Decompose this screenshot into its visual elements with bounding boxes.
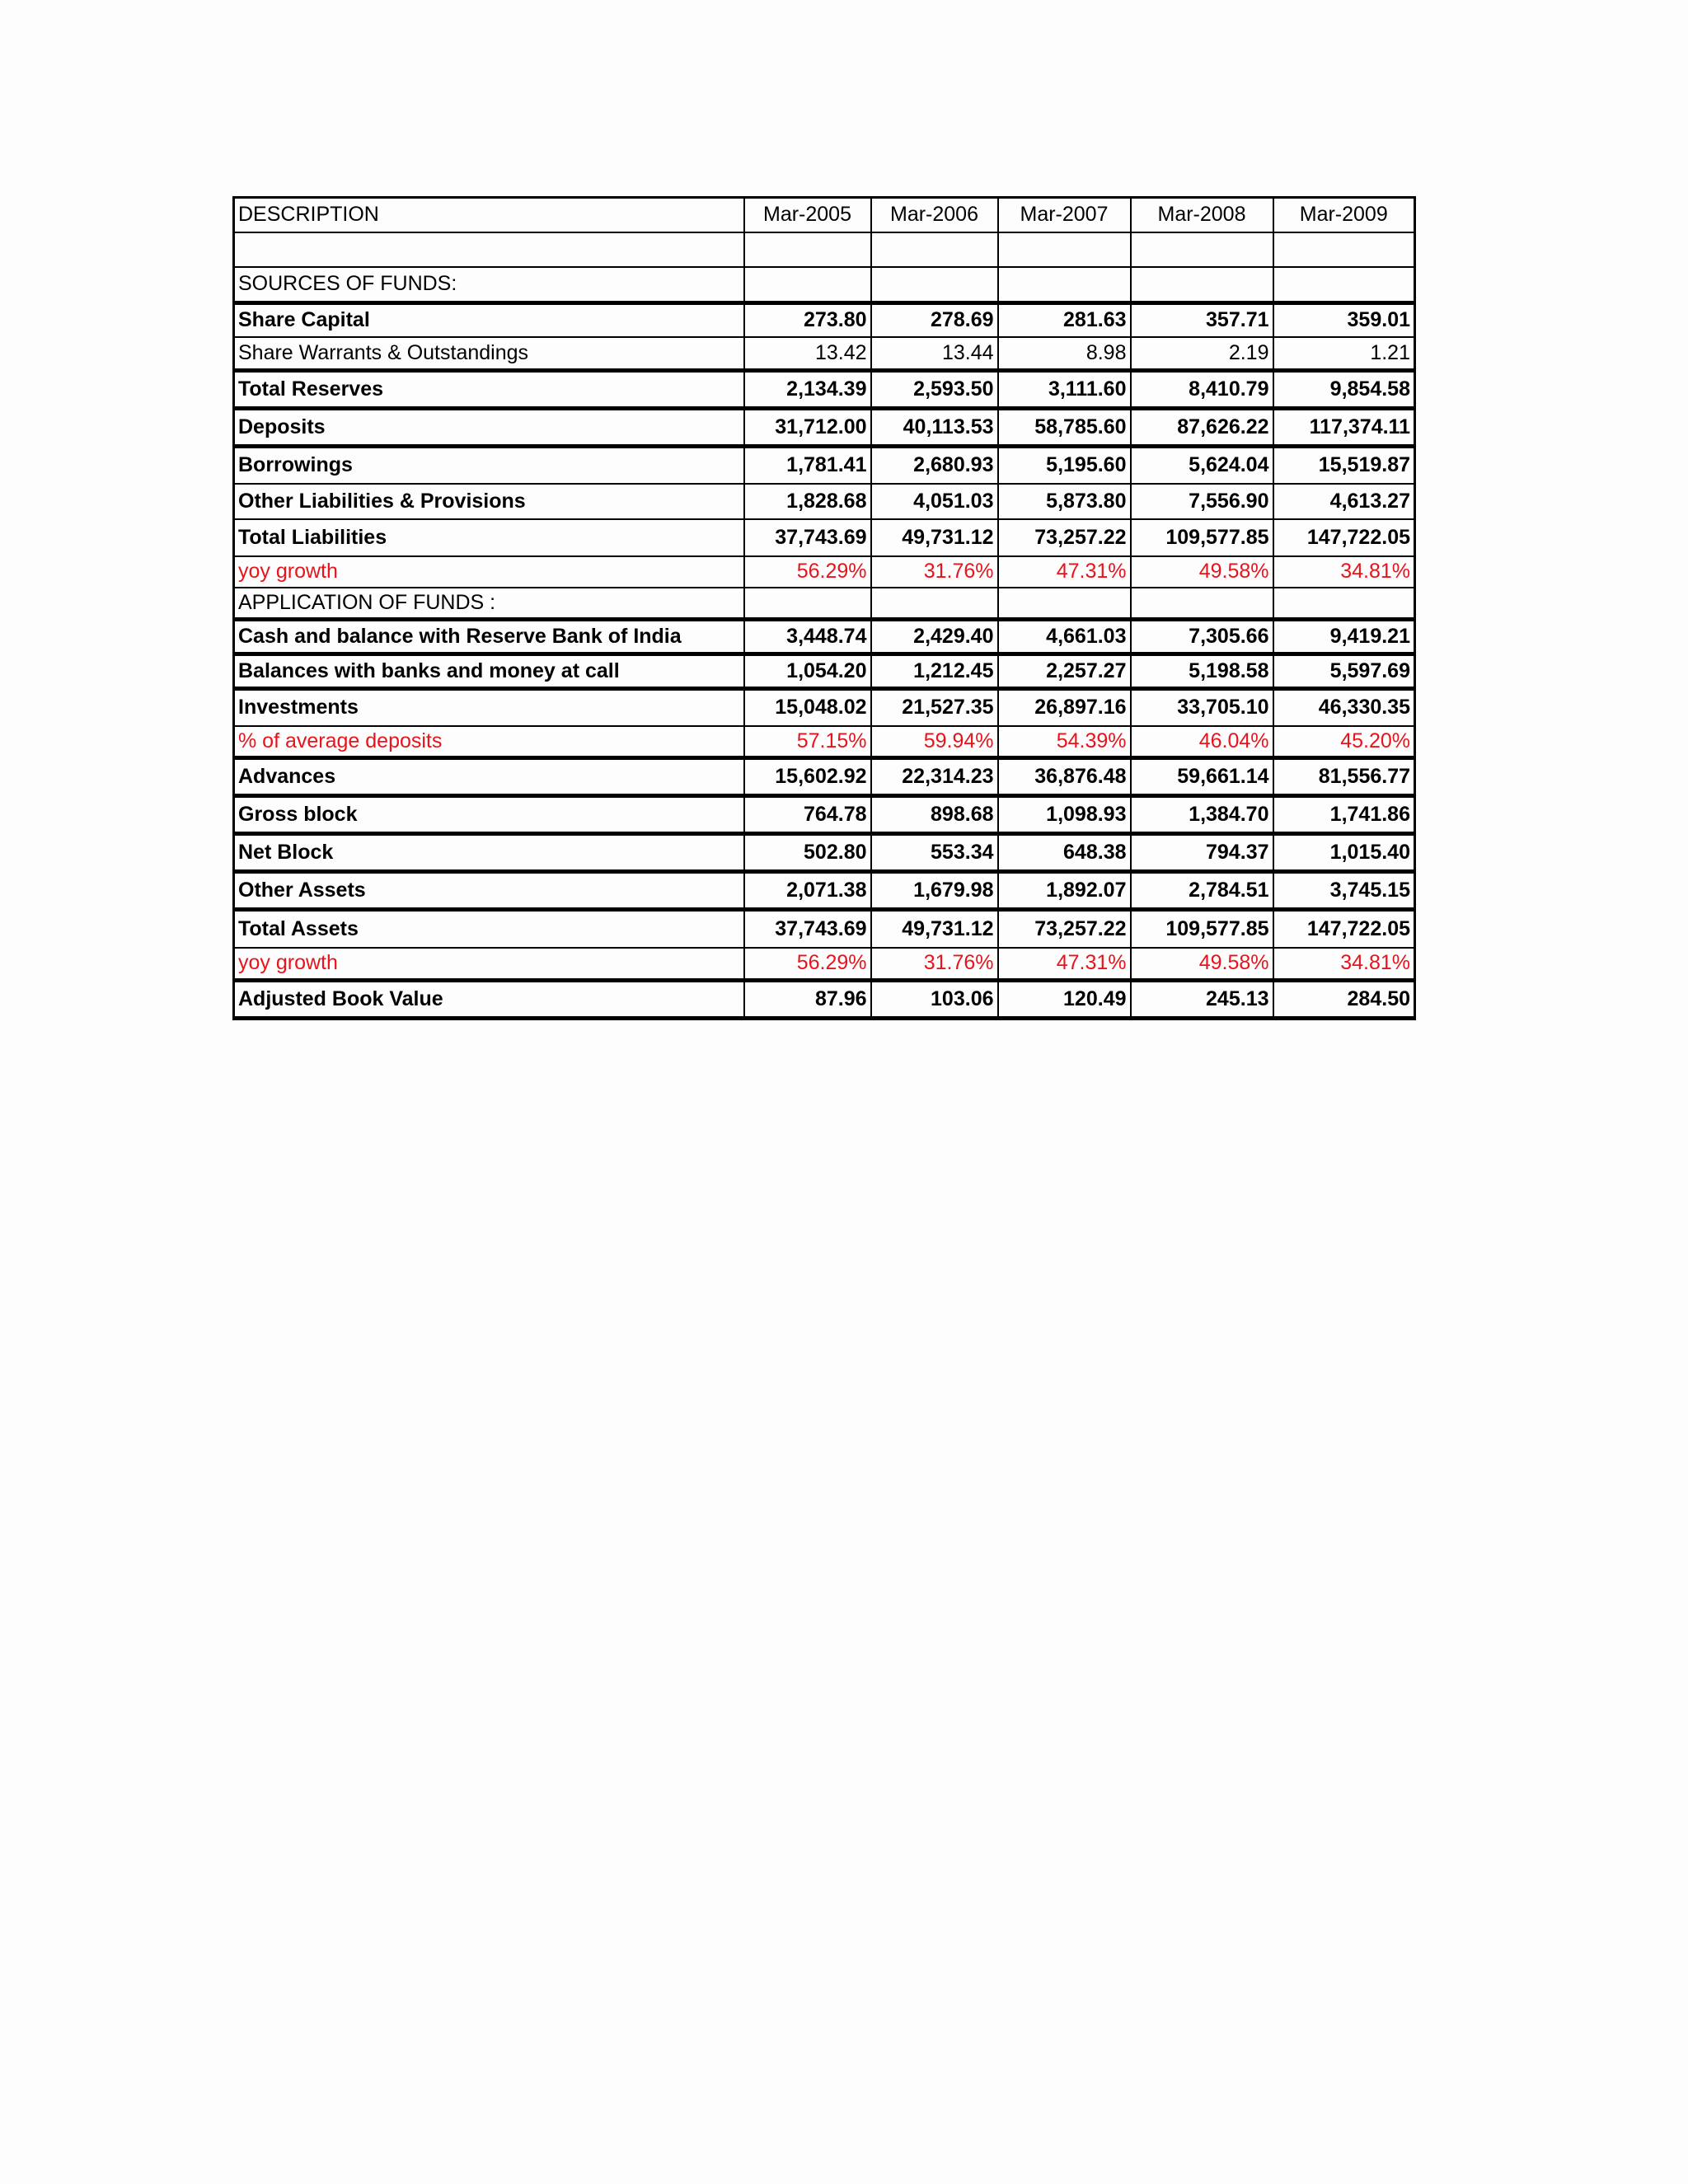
value-cell: 117,374.11: [1273, 409, 1415, 447]
value-cell: 2,429.40: [871, 620, 998, 654]
blank-cell: [234, 232, 744, 267]
value-cell: 120.49: [998, 981, 1131, 1019]
value-cell: 9,854.58: [1273, 371, 1415, 409]
value-cell: 7,305.66: [1131, 620, 1273, 654]
value-cell: 33,705.10: [1131, 689, 1273, 726]
value-cell: 1,015.40: [1273, 834, 1415, 872]
header-mar-2005: Mar-2005: [744, 198, 871, 232]
header-mar-2009: Mar-2009: [1273, 198, 1415, 232]
row-label: Total Reserves: [234, 371, 744, 409]
value-cell: 59,661.14: [1131, 758, 1273, 796]
value-cell: 2,784.51: [1131, 872, 1273, 910]
value-cell: 4,051.03: [871, 484, 998, 519]
value-cell: 49,731.12: [871, 910, 998, 948]
table-row: [234, 303, 1415, 337]
row-label: Investments: [234, 689, 744, 726]
value-cell: 2.19: [1131, 337, 1273, 371]
value-cell: 21,527.35: [871, 689, 998, 726]
value-cell: 37,743.69: [744, 519, 871, 556]
value-cell: 40,113.53: [871, 409, 998, 447]
table-row: [234, 948, 1415, 981]
value-cell: 5,597.69: [1273, 654, 1415, 689]
table-row: [234, 981, 1415, 1019]
value-cell: 1,098.93: [998, 796, 1131, 834]
blank-cell: [744, 232, 871, 267]
value-cell: [998, 267, 1131, 303]
value-cell: 3,111.60: [998, 371, 1131, 409]
value-cell: [744, 588, 871, 620]
value-cell: 1,054.20: [744, 654, 871, 689]
value-cell: 1,212.45: [871, 654, 998, 689]
table-row: [234, 796, 1415, 834]
value-cell: 81,556.77: [1273, 758, 1415, 796]
table-row: [234, 834, 1415, 872]
value-cell: 46.04%: [1131, 726, 1273, 758]
value-cell: 5,624.04: [1131, 447, 1273, 484]
blank-row: [234, 232, 1415, 267]
value-cell: 245.13: [1131, 981, 1273, 1019]
value-cell: 47.31%: [998, 556, 1131, 588]
value-cell: 36,876.48: [998, 758, 1131, 796]
blank-cell: [998, 232, 1131, 267]
table-row: [234, 758, 1415, 796]
value-cell: 31,712.00: [744, 409, 871, 447]
value-cell: [1131, 588, 1273, 620]
value-cell: 15,519.87: [1273, 447, 1415, 484]
value-cell: 273.80: [744, 303, 871, 337]
value-cell: 359.01: [1273, 303, 1415, 337]
value-cell: [1273, 588, 1415, 620]
table-row: [234, 337, 1415, 371]
value-cell: [744, 267, 871, 303]
header-mar-2007: Mar-2007: [998, 198, 1131, 232]
table-row: [234, 519, 1415, 556]
value-cell: 109,577.85: [1131, 910, 1273, 948]
table-row: [234, 484, 1415, 519]
value-cell: 3,448.74: [744, 620, 871, 654]
table-row: [234, 910, 1415, 948]
value-cell: 47.31%: [998, 948, 1131, 981]
value-cell: 898.68: [871, 796, 998, 834]
value-cell: 4,613.27: [1273, 484, 1415, 519]
table-row: [234, 872, 1415, 910]
value-cell: 87,626.22: [1131, 409, 1273, 447]
value-cell: 37,743.69: [744, 910, 871, 948]
row-label: yoy growth: [234, 556, 744, 588]
value-cell: 73,257.22: [998, 519, 1131, 556]
value-cell: 49,731.12: [871, 519, 998, 556]
table-row: [234, 654, 1415, 689]
value-cell: 5,873.80: [998, 484, 1131, 519]
value-cell: 58,785.60: [998, 409, 1131, 447]
row-label: Total Assets: [234, 910, 744, 948]
value-cell: 147,722.05: [1273, 519, 1415, 556]
value-cell: 4,661.03: [998, 620, 1131, 654]
value-cell: 281.63: [998, 303, 1131, 337]
value-cell: 45.20%: [1273, 726, 1415, 758]
table-row: [234, 409, 1415, 447]
value-cell: 57.15%: [744, 726, 871, 758]
value-cell: 5,198.58: [1131, 654, 1273, 689]
row-label: Other Assets: [234, 872, 744, 910]
value-cell: 103.06: [871, 981, 998, 1019]
value-cell: 357.71: [1131, 303, 1273, 337]
value-cell: 553.34: [871, 834, 998, 872]
value-cell: 147,722.05: [1273, 910, 1415, 948]
value-cell: 73,257.22: [998, 910, 1131, 948]
table-row: [234, 556, 1415, 588]
table-row: [234, 371, 1415, 409]
value-cell: 34.81%: [1273, 556, 1415, 588]
value-cell: 2,134.39: [744, 371, 871, 409]
header-row: [234, 198, 1415, 232]
value-cell: 648.38: [998, 834, 1131, 872]
value-cell: 7,556.90: [1131, 484, 1273, 519]
value-cell: 3,745.15: [1273, 872, 1415, 910]
value-cell: 31.76%: [871, 556, 998, 588]
value-cell: 59.94%: [871, 726, 998, 758]
row-label: Deposits: [234, 409, 744, 447]
value-cell: 8,410.79: [1131, 371, 1273, 409]
value-cell: [1273, 267, 1415, 303]
value-cell: 31.76%: [871, 948, 998, 981]
value-cell: 2,680.93: [871, 447, 998, 484]
value-cell: 2,593.50: [871, 371, 998, 409]
row-label: Other Liabilities & Provisions: [234, 484, 744, 519]
value-cell: 13.44: [871, 337, 998, 371]
table-row: [234, 588, 1415, 620]
value-cell: 764.78: [744, 796, 871, 834]
blank-cell: [1131, 232, 1273, 267]
value-cell: 2,257.27: [998, 654, 1131, 689]
row-label: Advances: [234, 758, 744, 796]
value-cell: 49.58%: [1131, 948, 1273, 981]
value-cell: 8.98: [998, 337, 1131, 371]
value-cell: 46,330.35: [1273, 689, 1415, 726]
value-cell: 1,892.07: [998, 872, 1131, 910]
value-cell: [871, 267, 998, 303]
value-cell: [1131, 267, 1273, 303]
value-cell: 1,679.98: [871, 872, 998, 910]
value-cell: 1,828.68: [744, 484, 871, 519]
row-label: Net Block: [234, 834, 744, 872]
value-cell: 5,195.60: [998, 447, 1131, 484]
header-mar-2008: Mar-2008: [1131, 198, 1273, 232]
table-row: [234, 620, 1415, 654]
value-cell: 56.29%: [744, 556, 871, 588]
table-row: [234, 267, 1415, 303]
row-label: Borrowings: [234, 447, 744, 484]
value-cell: 34.81%: [1273, 948, 1415, 981]
value-cell: 56.29%: [744, 948, 871, 981]
header-description: DESCRIPTION: [234, 198, 744, 232]
value-cell: 54.39%: [998, 726, 1131, 758]
value-cell: 26,897.16: [998, 689, 1131, 726]
row-label: Cash and balance with Reserve Bank of India: [234, 620, 744, 654]
value-cell: 15,048.02: [744, 689, 871, 726]
row-label: Share Capital: [234, 303, 744, 337]
value-cell: 794.37: [1131, 834, 1273, 872]
blank-cell: [1273, 232, 1415, 267]
row-label: Balances with banks and money at call: [234, 654, 744, 689]
value-cell: 109,577.85: [1131, 519, 1273, 556]
row-label: Adjusted Book Value: [234, 981, 744, 1019]
header-mar-2006: Mar-2006: [871, 198, 998, 232]
row-label: % of average deposits: [234, 726, 744, 758]
value-cell: 9,419.21: [1273, 620, 1415, 654]
value-cell: 2,071.38: [744, 872, 871, 910]
value-cell: 1,384.70: [1131, 796, 1273, 834]
row-label: Share Warrants & Outstandings: [234, 337, 744, 371]
value-cell: [998, 588, 1131, 620]
value-cell: 278.69: [871, 303, 998, 337]
blank-cell: [871, 232, 998, 267]
value-cell: [871, 588, 998, 620]
row-label: Total Liabilities: [234, 519, 744, 556]
value-cell: 22,314.23: [871, 758, 998, 796]
value-cell: 15,602.92: [744, 758, 871, 796]
value-cell: 284.50: [1273, 981, 1415, 1019]
table-row: [234, 447, 1415, 484]
value-cell: 13.42: [744, 337, 871, 371]
value-cell: 1.21: [1273, 337, 1415, 371]
table-row: [234, 726, 1415, 758]
value-cell: 502.80: [744, 834, 871, 872]
table-row: [234, 689, 1415, 726]
row-label: yoy growth: [234, 948, 744, 981]
row-label: Gross block: [234, 796, 744, 834]
balance-sheet-table: [232, 196, 1416, 1020]
value-cell: 1,741.86: [1273, 796, 1415, 834]
section-heading: APPLICATION OF FUNDS :: [234, 588, 744, 620]
value-cell: 1,781.41: [744, 447, 871, 484]
value-cell: 49.58%: [1131, 556, 1273, 588]
section-heading: SOURCES OF FUNDS:: [234, 267, 744, 303]
value-cell: 87.96: [744, 981, 871, 1019]
